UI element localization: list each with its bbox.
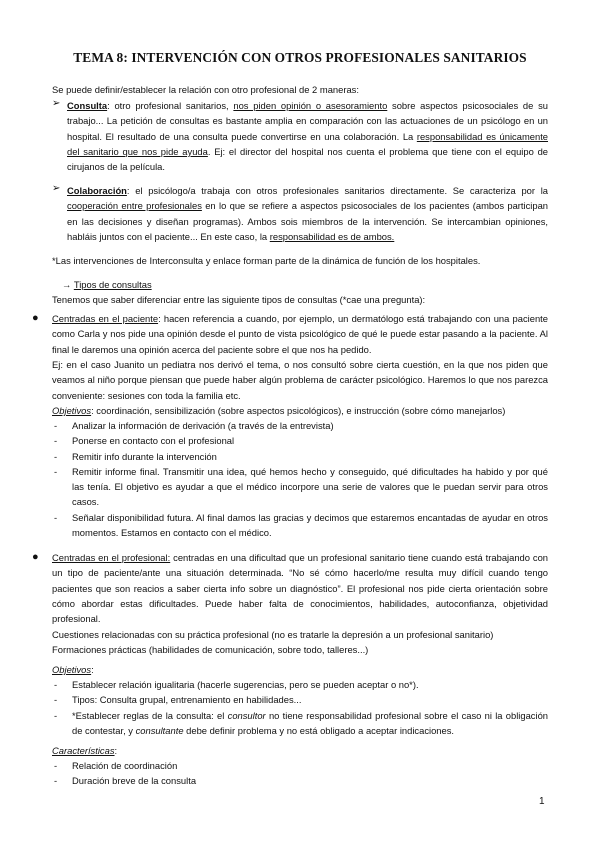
profesional-formaciones: Formaciones prácticas (habilidades de comunicación, sobre todo, talleres...)	[52, 644, 369, 655]
profesional-term: Centradas en el profesional:	[52, 552, 171, 563]
list-item: - Remitir info durante la intervención	[52, 449, 548, 464]
consulta-paragraph: Consulta: otro profesional sanitarios, nos piden opinión o asesoramiento sobre aspectos psicosociales de su trabajo... La petición de consultas es bastante amplia en comparación con las actuaciones de un psicólogo en un hospital. El resultado de una consulta puede convertirse en una colaboración. La responsabilidad es únicamente del sanitario que nos pide ayuda. Ej: el director del hospital nos cuenta el problema que tiene con el equipo de cirujanos de la película.	[67, 100, 549, 173]
list-item: - Remitir informe final. Transmitir una idea, qué hemos hecho y conseguido, qué dificultades ha habido y por qué las tenía. El objetivo es ayudar a que el médico incorpore una serie de valores que le puedan servir para otros casos.	[52, 464, 548, 510]
list-item: - Relación de coordinación	[52, 758, 548, 773]
right-arrow-icon: →	[62, 279, 72, 290]
circle-bullet-icon: ●	[32, 312, 39, 324]
list-item: - Analizar la información de derivación (a través de la entrevista)	[52, 418, 548, 433]
circle-bullet-icon: ●	[32, 551, 39, 563]
consulta-term: Consulta	[67, 100, 108, 111]
paciente-example: Ej: en el caso Juanito un pediatra nos derivó el tema, o nos consultó sobre cierta cuestión, en la que nos piden que veamos al niño porque piensan que puede haber algún problema de carácter psicológico. Haremos lo que nos parezca conveniente: sesiones con toda la familia etc.	[52, 359, 548, 401]
profesional-cuestiones: Cuestiones relacionadas con su práctica profesional (no es tratarle la depresión a un profesional sanitario)	[52, 629, 494, 640]
profesional-paragraph: Centradas en el profesional: centradas en una dificultad que un profesional sanitario tiene cuando está trabajando con un tipo de paciente/ante una situación determinada. “No sé cómo hacerlo/me resulta muy difícil cuando tengo pacientes que son reacios a saber cierta info sobre un diagnóstico”. El profesional nos pide cierta orientación sobre cómo abordar estas dificultades. Puede haber falta de conocimientos, habilidades, autoconfianza, objetividad profesional.	[52, 552, 549, 625]
colaboracion-paragraph: Colaboración: el psicólogo/a trabaja con otros profesionales sanitarios directamente. Se caracteriza por la cooperación entre profesionales en lo que se refiere a aspectos psicosociales de los pacientes (ambos participan en las decisiones y diseñan programas). Ambos sois miembros de la intervención. Se intercambian opiniones, habláis juntos con el paciente... En este caso, la responsabilidad es de ambos.	[67, 185, 549, 242]
intro-text: Se puede definir/establecer la relación con otro profesional de 2 maneras:	[52, 84, 359, 95]
arrowhead-bullet-icon: ➢	[52, 183, 61, 194]
list-item: - Ponerse en contacto con el profesional	[52, 433, 548, 448]
page-title: TEMA 8: INTERVENCIÓN CON OTROS PROFESIONALES SANITARIOS	[73, 50, 527, 65]
tipos-heading: → Tipos de consultas	[62, 279, 152, 290]
list-item: - Duración breve de la consulta	[52, 773, 548, 788]
list-item: - Señalar disponibilidad futura. Al final damos las gracias y decimos que estaremos encantadas de ayudar en otros momentos. Estamos en contacto con el médico.	[52, 510, 548, 541]
profesional-objetivos-list	[52, 677, 548, 738]
tipos-intro: Tenemos que saber diferenciar entre las siguiente tipos de consultas (*cae una pregunta):	[52, 294, 426, 305]
colaboracion-term: Colaboración	[67, 185, 127, 196]
list-item: - Tipos: Consulta grupal, entrenamiento en habilidades...	[52, 692, 548, 707]
paciente-objetivos: Objetivos: coordinación, sensibilización (sobre aspectos psicológicos), e instrucción (sobre cómo manejarlos)	[52, 405, 506, 416]
arrowhead-bullet-icon: ➢	[52, 98, 61, 109]
profesional-caracteristicas-list	[52, 758, 548, 789]
paciente-paragraph: Centradas en el paciente: hacen referencia a cuando, por ejemplo, un dermatólogo está trabajando con una paciente como Carla y nos pide una opinión desde el punto de vista psicológico de qué le puede estar pasando a la paciente. Al final le daremos una opinión acerca del paciente sobre el que nos ha pedido.	[52, 313, 548, 355]
profesional-caracteristicas-label: Características:	[52, 745, 118, 756]
paciente-term: Centradas en el paciente	[52, 313, 159, 324]
paciente-objetivos-list	[52, 418, 548, 540]
list-item: - *Establecer reglas de la consulta: el consultor no tiene responsabilidad profesional sobre el caso ni la obligación de contestar, y consultante debe definir problema y no está obligado a aceptar indicaciones.	[52, 708, 548, 739]
profesional-objetivos-label: Objetivos:	[52, 664, 94, 675]
list-item: - Establecer relación igualitaria (hacerle sugerencias, pero se pueden aceptar o no*).	[52, 677, 548, 692]
interconsulta-note: *Las intervenciones de Interconsulta y enlace forman parte de la dinámica de función de los hospitales.	[52, 255, 481, 266]
page-number: 1	[539, 796, 545, 807]
